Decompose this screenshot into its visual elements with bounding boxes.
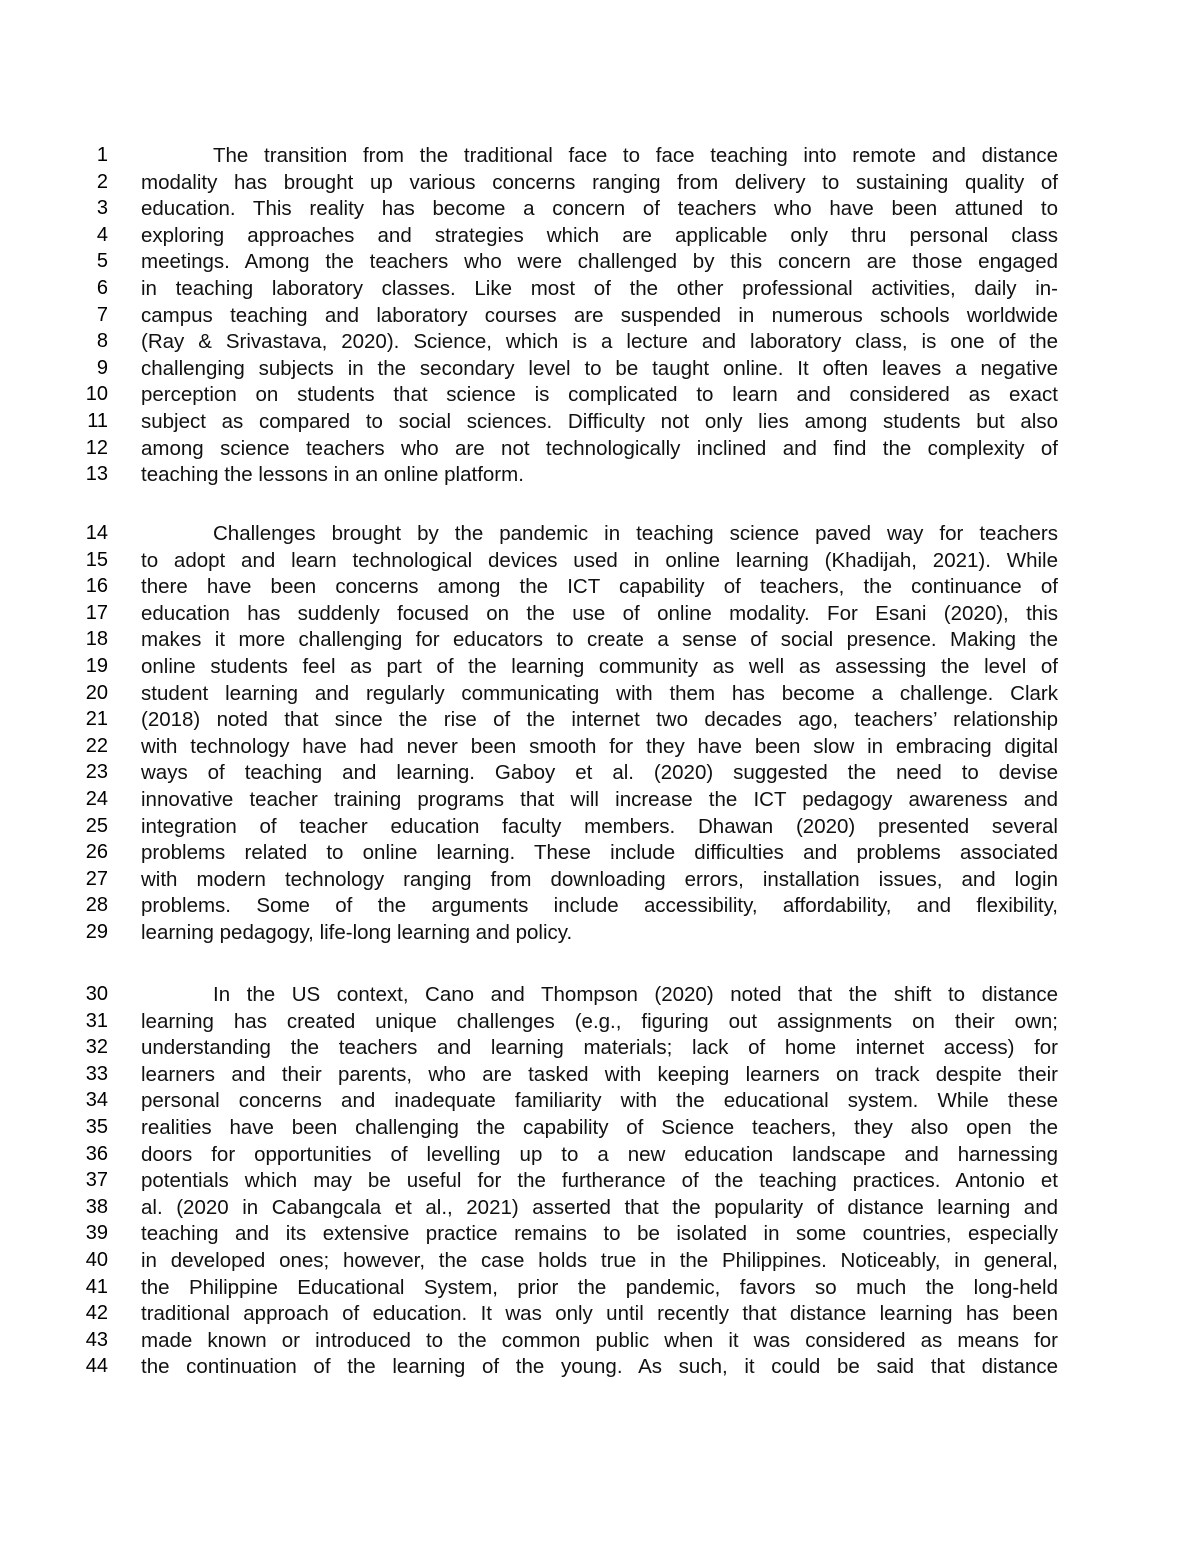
text-line [0, 408, 1200, 435]
line-text: (Ray & Srivastava, 2020). Science, which is a lecture and laboratory class, is one of the [141, 330, 1058, 354]
line-text: education has suddenly focused on the use of online modality. For Esani (2020), this [141, 601, 1058, 625]
text-line [0, 222, 1200, 249]
line-text: the continuation of the learning of the young. As such, it could be said that distance [141, 1355, 1058, 1379]
line-number: 7 [96, 303, 108, 326]
line-number: 16 [85, 575, 108, 598]
line-number: 22 [85, 734, 108, 757]
text-line [0, 142, 1200, 169]
line-number: 34 [85, 1089, 108, 1112]
line-number: 11 [87, 410, 108, 432]
line-text: doors for opportunities of levelling up to a new education landscape and harnessing [141, 1142, 1058, 1166]
line-number: 1 [96, 144, 108, 166]
text-line [0, 1167, 1200, 1194]
text-line [0, 547, 1200, 574]
text-line [0, 626, 1200, 653]
text-line [0, 759, 1200, 786]
line-number: 26 [85, 841, 108, 864]
text-line [0, 1247, 1200, 1274]
line-text: perception on students that science is complicated to learn and considered as exact [141, 383, 1058, 407]
line-number: 35 [85, 1116, 108, 1138]
text-line [0, 195, 1200, 222]
text-line [0, 866, 1200, 893]
line-number: 41 [85, 1275, 108, 1298]
line-text: modality has brought up various concerns ranging from delivery to sustaining quality of [141, 170, 1058, 194]
text-line [0, 733, 1200, 760]
line-number: 23 [85, 761, 108, 784]
line-number: 21 [85, 708, 108, 731]
line-number: 9 [96, 356, 108, 379]
line-text: problems. Some of the arguments include accessibility, affordability, and flexibility, [141, 894, 1058, 918]
text-line [0, 1300, 1200, 1327]
text-line [0, 355, 1200, 382]
text-line [0, 248, 1200, 275]
line-text: with modern technology ranging from downloading errors, installation issues, and login [141, 867, 1058, 891]
line-text: made known or introduced to the common public when it was considered as means for [141, 1328, 1058, 1352]
line-text: student learning and regularly communicating with them has become a challenge. Clark [141, 681, 1058, 705]
line-text: In the US context, Cano and Thompson (2020) noted that the shift to distance [213, 983, 1058, 1006]
line-text: teaching and its extensive practice remains to be isolated in some countries, especially [141, 1222, 1058, 1246]
text-line [0, 461, 1200, 488]
line-text: in teaching laboratory classes. Like most of the other professional activities, daily in- [141, 277, 1058, 300]
line-text: potentials which may be useful for the furtherance of the teaching practices. Antonio et [141, 1169, 1058, 1193]
line-text: meetings. Among the teachers who were challenged by this concern are those engaged [141, 250, 1058, 274]
line-number: 14 [85, 522, 108, 544]
text-line [0, 1220, 1200, 1247]
text-line [0, 435, 1200, 462]
line-number: 44 [85, 1355, 108, 1378]
line-text: online students feel as part of the learning community as well as assessing the level of [141, 655, 1058, 678]
text-line [0, 573, 1200, 600]
line-text: exploring approaches and strategies which are applicable only thru personal class [141, 223, 1058, 247]
line-number: 31 [85, 1009, 108, 1032]
line-number: 12 [85, 436, 108, 459]
line-text: subject as compared to social sciences. Difficulty not only lies among students but also [141, 410, 1058, 433]
text-line [0, 919, 1200, 946]
line-number: 2 [96, 170, 108, 193]
line-number: 18 [85, 628, 108, 651]
line-text: Challenges brought by the pandemic in teaching science paved way for teachers [213, 522, 1058, 545]
line-number: 30 [85, 983, 108, 1005]
line-text: the Philippine Educational System, prior the pandemic, favors so much the long-held [141, 1275, 1058, 1299]
line-number: 29 [85, 921, 108, 943]
line-number: 10 [85, 383, 108, 406]
line-text: ways of teaching and learning. Gaboy et al. (2020) suggested the need to devise [141, 761, 1058, 785]
line-text: teaching the lessons in an online platform. [141, 463, 524, 487]
line-number: 20 [85, 681, 108, 704]
line-number: 43 [85, 1328, 108, 1351]
line-number: 19 [85, 655, 108, 677]
text-line [0, 839, 1200, 866]
line-text: learning has created unique challenges (e.g., figuring out assignments on their own; [141, 1009, 1058, 1033]
line-number: 13 [85, 463, 108, 486]
text-line [0, 813, 1200, 840]
text-line [0, 680, 1200, 707]
line-number: 33 [85, 1062, 108, 1085]
line-number: 38 [85, 1195, 108, 1218]
line-text: personal concerns and inadequate familiarity with the educational system. While these [141, 1089, 1058, 1113]
line-text: with technology have had never been smooth for they have been slow in embracing digital [141, 734, 1058, 758]
text-line [0, 600, 1200, 627]
line-number: 3 [96, 197, 108, 220]
text-line [0, 786, 1200, 813]
text-line [0, 169, 1200, 196]
line-number: 32 [85, 1036, 108, 1059]
line-number: 42 [85, 1302, 108, 1325]
line-text: learning pedagogy, life-long learning and policy. [141, 921, 573, 944]
text-line [0, 1141, 1200, 1168]
line-number: 24 [85, 788, 108, 810]
text-line [0, 1087, 1200, 1114]
text-line [0, 328, 1200, 355]
line-number: 4 [96, 223, 108, 246]
line-text: understanding the teachers and learning materials; lack of home internet access) for [141, 1036, 1058, 1060]
line-text: in developed ones; however, the case holds true in the Philippines. Noticeably, in general, [141, 1249, 1058, 1272]
line-number: 5 [96, 250, 108, 273]
line-text: (2018) noted that since the rise of the internet two decades ago, teachers’ relationship [141, 708, 1058, 732]
line-number: 28 [85, 894, 108, 917]
line-number: 39 [85, 1222, 108, 1245]
line-number: 17 [85, 601, 108, 624]
line-number: 27 [85, 867, 108, 890]
text-line [0, 1274, 1200, 1301]
line-number: 40 [85, 1249, 108, 1271]
text-line [0, 706, 1200, 733]
line-text: integration of teacher education faculty members. Dhawan (2020) presented several [141, 814, 1058, 838]
text-line [0, 1034, 1200, 1061]
text-line [0, 275, 1200, 302]
line-text: innovative teacher training programs that will increase the ICT pedagogy awareness and [141, 788, 1058, 811]
line-text: learners and their parents, who are tasked with keeping learners on track despite their [141, 1062, 1058, 1086]
line-text: traditional approach of education. It was only until recently that distance learning has been [141, 1302, 1058, 1326]
line-text: problems related to online learning. These include difficulties and problems associated [141, 841, 1058, 865]
line-text: The transition from the traditional face to face teaching into remote and distance [213, 144, 1058, 167]
line-number: 15 [85, 548, 108, 571]
line-text: realities have been challenging the capability of Science teachers, they also open the [141, 1116, 1058, 1139]
line-text: to adopt and learn technological devices used in online learning (Khadijah, 2021). While [141, 548, 1058, 572]
line-number: 25 [85, 814, 108, 837]
line-text: campus teaching and laboratory courses are suspended in numerous schools worldwide [141, 303, 1058, 327]
line-text: education. This reality has become a concern of teachers who have been attuned to [141, 197, 1058, 221]
line-number: 37 [85, 1169, 108, 1192]
text-line [0, 520, 1200, 547]
text-line [0, 1194, 1200, 1221]
line-text: makes it more challenging for educators to create a sense of social presence. Making the [141, 628, 1058, 652]
text-line [0, 981, 1200, 1008]
line-number: 8 [96, 330, 108, 353]
line-text: there have been concerns among the ICT capability of teachers, the continuance of [141, 575, 1058, 599]
text-line [0, 381, 1200, 408]
text-line [0, 302, 1200, 329]
line-text: challenging subjects in the secondary level to be taught online. It often leaves a negative [141, 356, 1058, 380]
text-line [0, 892, 1200, 919]
line-text: al. (2020 in Cabangcala et al., 2021) asserted that the popularity of distance learning and [141, 1195, 1058, 1219]
text-line [0, 1327, 1200, 1354]
text-line [0, 1008, 1200, 1035]
text-line [0, 1061, 1200, 1088]
text-line [0, 653, 1200, 680]
line-number: 6 [96, 277, 108, 299]
text-line [0, 1114, 1200, 1141]
line-number: 36 [85, 1142, 108, 1165]
line-text: among science teachers who are not technologically inclined and find the complexity of [141, 436, 1058, 460]
text-line [0, 1353, 1200, 1380]
